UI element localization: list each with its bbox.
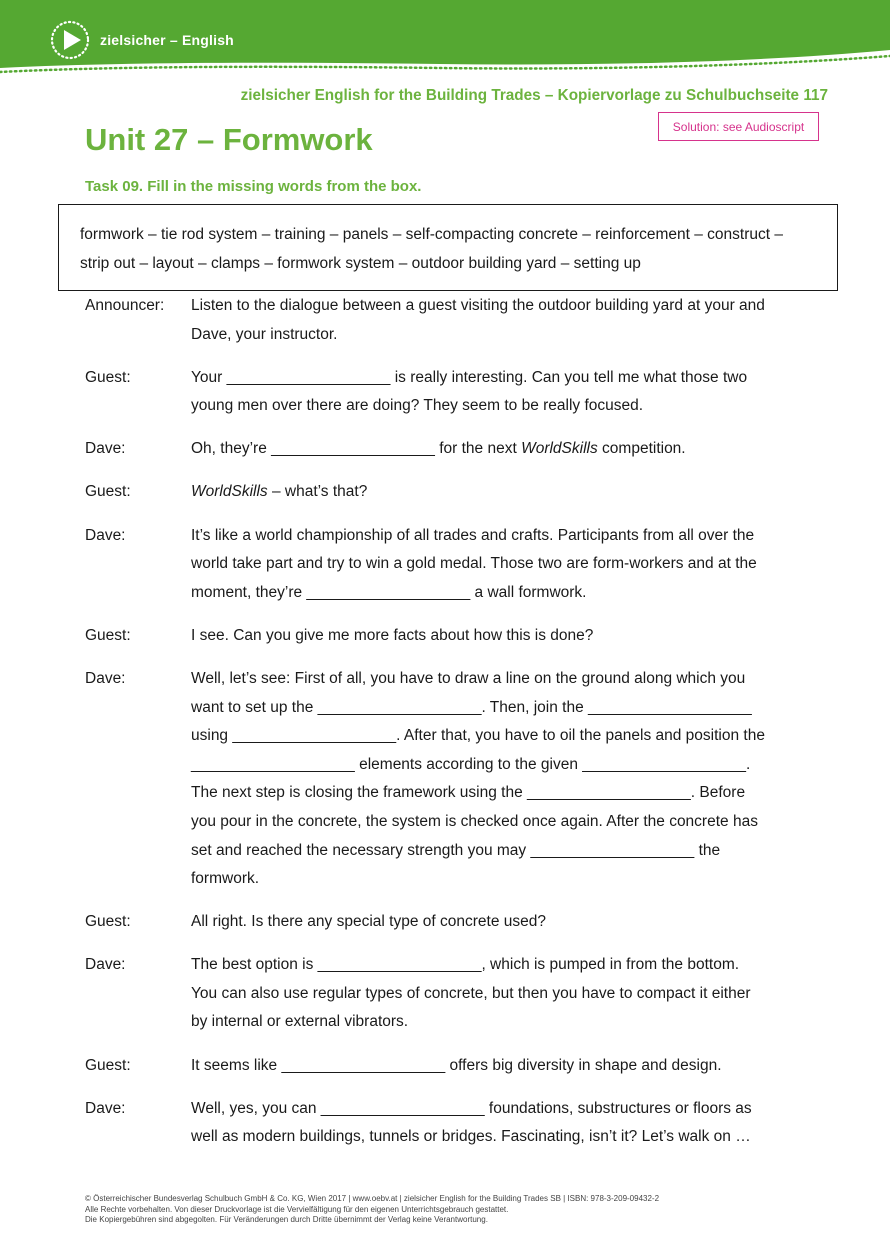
speech-part: Well, let’s see: First of all, you have to draw a line on the ground along which you want to set up the ___________________. Then, join the ___________________ using ___________________. After that, you have to oil the panels and position the ___________________ elements according to the given ___________________. The next step is closing the framework using the ___________________. Before you pour in the concrete, the system is checked once again. After the concrete has set and reached the necessary strength you may ___________________ the formwork. [191,669,765,888]
footer-line: Alle Rechte vorbehalten. Von dieser Druckvorlage ist die Vervielfältigung für den eigenen Unterrichtsgebrauch gestattet. [85,1204,509,1214]
dialogue-turn [85,1052,815,1081]
speech-part: competition. [597,440,686,458]
speech-text [191,1052,815,1081]
speaker-label: Dave: [85,526,126,544]
speaker-label: Dave: [85,1099,126,1117]
speaker-label: Guest: [85,368,131,386]
page-title: Unit 27 – Formwork [85,122,373,157]
speech-part: I see. Can you give me more facts about how this is done? [191,626,594,644]
speaker-label: Dave: [85,669,126,687]
series-title: zielsicher English for the Building Trades – Kopiervorlage zu Schulbuchseite 117 [240,87,828,104]
word-box-line: formwork – tie rod system – training – panels – self-compacting concrete – reinforcement – construct – [80,226,783,243]
dialogue-turn [85,1095,815,1152]
speech-text [191,1095,815,1152]
speech-text [191,665,815,894]
speaker-label: Announcer: [85,297,165,314]
brand-name: zielsicher – English [100,32,234,48]
speaker-label: Guest: [85,483,131,501]
speech-part: The best option is ___________________, which is pumped in from the bottom. You can also use regular types of concrete, but then you have to compact it either by internal or external vibrators. [191,956,751,1031]
speaker-label: Dave: [85,440,126,458]
play-icon [50,20,90,60]
speech-part: Oh, they’re ___________________ for the next [191,440,522,458]
speech-text [191,522,815,608]
speech-part: It’s like a world championship of all trades and crafts. Participants from all over the world take part and try to win a gold medal. Those two are form-workers and at the moment, they’re ___________________ a wall formwork. [191,526,757,601]
speech-part: Your ___________________ is really interesting. Can you tell me what those two young men over there are doing? They seem to be really focused. [191,368,748,415]
dialogue-turn [85,622,815,651]
speech-part: It seems like ___________________ offers big diversity in shape and design. [191,1056,722,1074]
speech-text [191,364,815,421]
speech-text [191,292,815,349]
speech-text [191,478,815,507]
speaker-label: Guest: [85,913,131,931]
dialogue-turn [85,292,815,349]
speech-part: – what’s that? [267,483,368,501]
footer [85,1194,659,1226]
speaker-label: Guest: [85,626,131,644]
speech-text [191,435,815,464]
dialogue-turn [85,951,815,1037]
speech-emphasis: WorldSkills [521,440,598,458]
speech-part: Well, yes, you can ___________________ foundations, substructures or floors as well as modern buildings, tunnels or bridges. Fascinating, isn’t it? Let’s walk on … [191,1099,752,1146]
dialogue-turn [85,522,815,608]
brand-logo [50,20,234,60]
dialogue-turn [85,908,815,937]
speech-text [191,951,815,1037]
speech-emphasis: WorldSkills [191,483,268,501]
speech-part: All right. Is there any special type of concrete used? [191,913,546,931]
dialogue-turn [85,478,815,507]
word-box-line: strip out – layout – clamps – formwork system – outdoor building yard – setting up [80,255,641,272]
dialogue-turn [85,665,815,894]
speech-text [191,908,815,937]
speech-part: Listen to the dialogue between a guest visiting the outdoor building yard at your and Dave, your instructor. [191,297,765,343]
footer-line: Die Kopiergebühren sind abgegolten. Für Veränderungen durch Dritte übernimmt der Verlag keine Verantwortung. [85,1215,488,1224]
dialogue [85,292,815,1166]
dialogue-turn [85,364,815,421]
speaker-label: Dave: [85,956,126,974]
solution-note: Solution: see Audioscript [658,112,819,141]
word-box [58,204,838,291]
footer-line: © Österreichischer Bundesverlag Schulbuch GmbH & Co. KG, Wien 2017 | www.oebv.at | zielsicher English for the Building Trades SB | ISBN: 978-3-209-09432-2 [85,1194,660,1203]
speaker-label: Guest: [85,1056,131,1074]
speech-text [191,622,815,651]
dialogue-turn [85,435,815,464]
task-title: Task 09. Fill in the missing words from the box. [85,178,422,195]
